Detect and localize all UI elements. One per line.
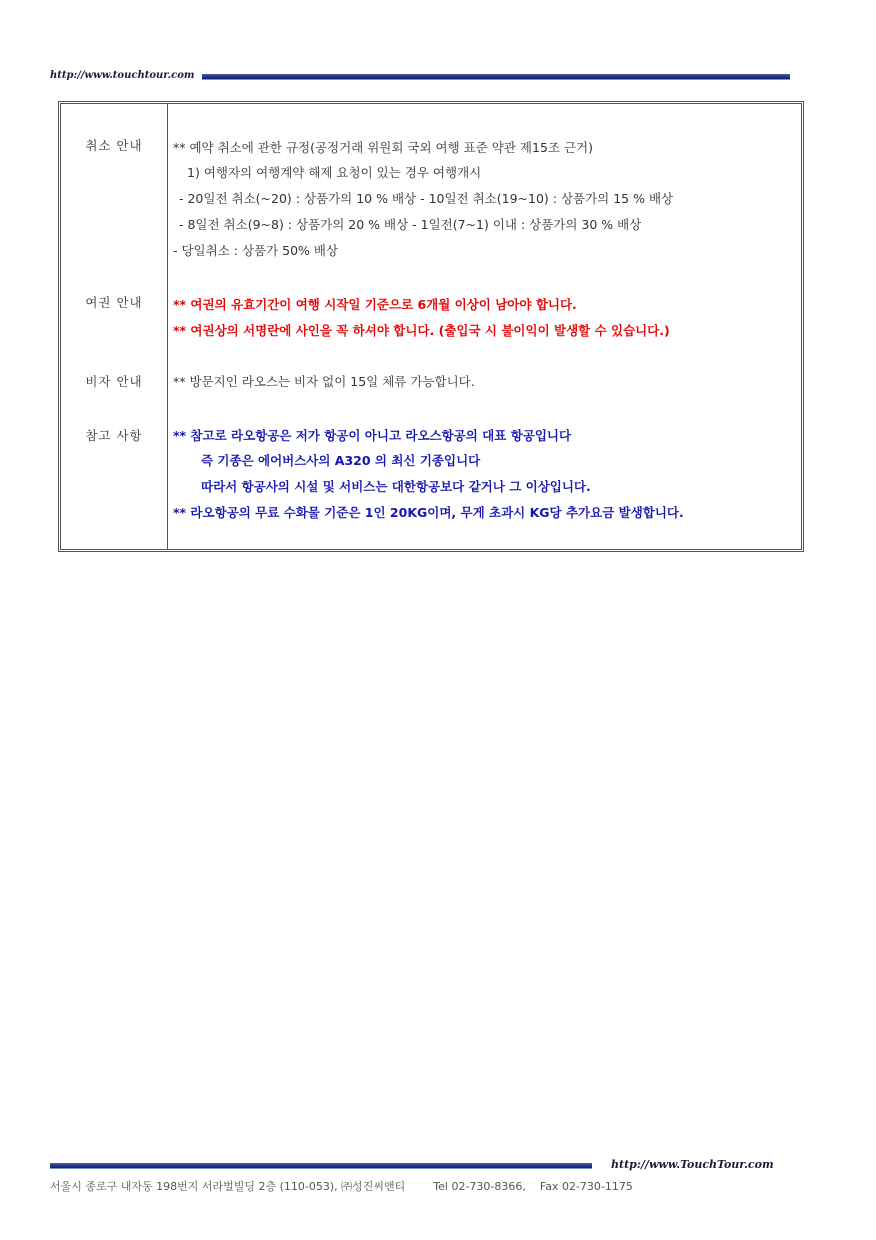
fax-text: Fax 02-730-1175 xyxy=(539,1180,633,1193)
cancellation-line: - 20일전 취소(~20) : 상품가의 10 % 배상 - 10일전 취소(19~10) : 상품가의 15 % 배상 xyxy=(179,191,674,206)
info-table xyxy=(58,101,804,552)
cancellation-line: 1) 여행자의 여행계약 해제 요청이 있는 경우 여행개시 xyxy=(187,165,482,180)
notes-line: ** 라오항공의 무료 수화물 기준은 1인 20KG이며, 무게 초과시 KG당 추가요금 발생합니다. xyxy=(173,505,684,520)
cancellation-label: 취소 안내 xyxy=(85,138,143,153)
header-rule xyxy=(202,74,790,80)
passport-line: ** 여권의 유효기간이 여행 시작일 기준으로 6개월 이상이 남아야 합니다. xyxy=(173,297,577,312)
cancellation-line: - 8일전 취소(9~8) : 상품가의 20 % 배상 - 1일전(7~1) 이내 : 상품가의 30 % 배상 xyxy=(179,217,642,232)
footer-address xyxy=(50,1178,633,1194)
cancellation-line: ** 예약 취소에 관한 규정(공정거래 위원회 국외 여행 표준 약관 제15조 근거) xyxy=(173,140,593,155)
footer-url[interactable]: http://www.TouchTour.com xyxy=(611,1158,774,1171)
column-divider xyxy=(167,104,168,549)
passport-label: 여권 안내 xyxy=(85,295,143,310)
footer-rule xyxy=(50,1163,592,1169)
notes-line: ** 참고로 라오항공은 저가 항공이 아니고 라오스항공의 대표 항공입니다 xyxy=(173,428,572,443)
visa-label: 비자 안내 xyxy=(85,374,143,389)
notes-line: 즉 기종은 에어버스사의 A320 의 최신 기종입니다 xyxy=(201,453,481,468)
passport-line: ** 여권상의 서명란에 사인을 꼭 하셔야 합니다. (출입국 시 불이익이 발생할 수 있습니다.) xyxy=(173,323,670,338)
address-text: 서울시 종로구 내자동 198번지 서라벌빌딩 2층 (110-053), ㈜성진씨앤티 xyxy=(50,1180,406,1193)
notes-label: 참고 사항 xyxy=(85,428,143,443)
tel-text: Tel 02-730-8366, xyxy=(433,1180,526,1193)
notes-line: 따라서 항공사의 시설 및 서비스는 대한항공보다 같거나 그 이상입니다. xyxy=(201,479,591,494)
header-url[interactable]: http://www.touchtour.com xyxy=(50,70,195,81)
visa-line: ** 방문지인 라오스는 비자 없이 15일 체류 가능합니다. xyxy=(173,374,475,389)
cancellation-line: - 당일취소 : 상품가 50% 배상 xyxy=(173,243,339,258)
